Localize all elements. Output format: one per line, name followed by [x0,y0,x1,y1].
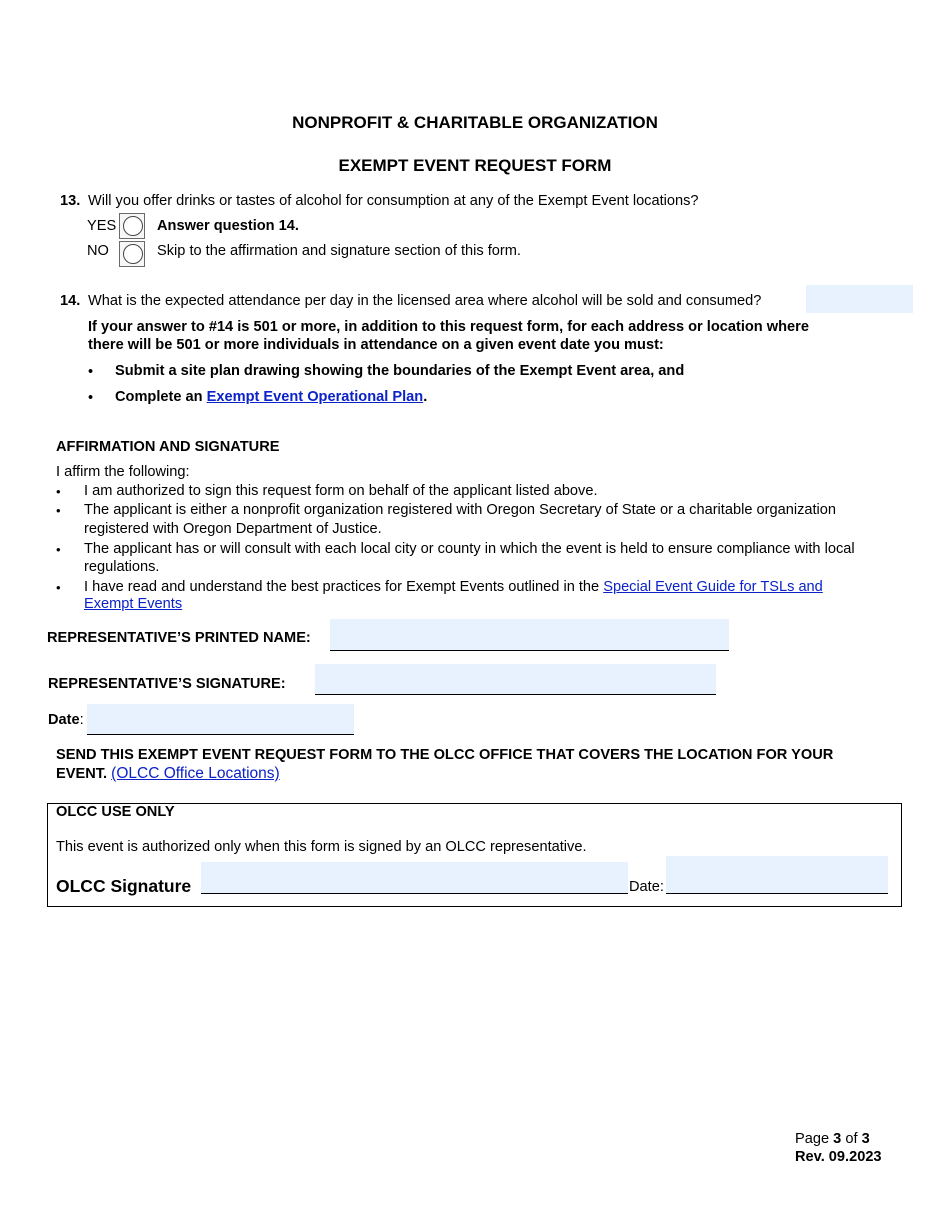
signature-label: REPRESENTATIVE’S SIGNATURE: [48,676,286,692]
date-label-text: Date [48,712,80,728]
special-event-guide-link-cont[interactable]: Exempt Events [84,596,183,612]
affirmation-item2-line1: The applicant is either a nonprofit organization registered with Oregon Secretary of State or a charitable organization [84,502,837,518]
attendance-input[interactable] [806,285,913,313]
q14-note-line2: there will be 501 or more individuals in attendance on a given event date you must: [88,337,664,353]
affirmation-item3-line2: regulations. [84,559,160,575]
affirmation-item3-line1: The applicant has or will consult with each local city or county in which the event is held to ensure compliance with local [84,541,855,557]
page-indicator [795,1131,870,1149]
page-word: Page [795,1131,830,1147]
printed-name-label: REPRESENTATIVE’S PRINTED NAME: [47,630,311,646]
bullet-icon: • [88,390,94,406]
q14-bullet2-suffix: . [423,389,428,405]
affirmation-item4-text: I have read and understand the best practices for Exempt Events outlined in the [84,579,600,595]
date-input[interactable] [87,704,354,735]
q14-number: 14. [60,293,81,309]
olcc-signature-label: OLCC Signature [56,876,192,896]
bullet-icon: • [88,364,94,380]
page-total: 3 [861,1131,870,1147]
affirmation-item4 [84,579,823,597]
page-number: 3 [833,1131,842,1147]
q14-bullet2 [115,389,427,407]
of-word: of [845,1131,858,1147]
olcc-use-heading: OLCC USE ONLY [56,804,175,820]
office-locations-link[interactable]: (OLCC Office Locations) [111,765,280,782]
bullet-icon: • [56,542,61,557]
bullet-icon: • [56,484,61,499]
olcc-date-label: Date: [629,879,664,895]
send-line1: SEND THIS EXEMPT EVENT REQUEST FORM TO THE OLCC OFFICE THAT COVERS THE LOCATION FOR YOUR [56,747,834,763]
q13-yes-instruction: Answer question 14. [157,218,299,234]
q13-no-instruction: Skip to the affirmation and signature section of this form. [157,243,521,259]
q13-number: 13. [60,193,81,209]
form-title-line1: NONPROFIT & CHARITABLE ORGANIZATION [292,113,658,132]
operational-plan-link[interactable]: Exempt Event Operational Plan [206,389,424,405]
signature-input[interactable] [315,664,716,695]
q13-no-label: NO [87,243,109,259]
olcc-use-text: This event is authorized only when this form is signed by an OLCC representative. [56,839,587,855]
q13-yes-label: YES [87,218,117,234]
radio-circle-icon [123,216,143,236]
olcc-signature-input[interactable] [201,862,628,894]
affirmation-heading: AFFIRMATION AND SIGNATURE [56,439,280,455]
q14-note-line1: If your answer to #14 is 501 or more, in addition to this request form, for each address or location where [88,319,809,335]
q14-bullet1: Submit a site plan drawing showing the boundaries of the Exempt Event area, and [115,363,685,379]
olcc-date-input[interactable] [666,856,888,894]
affirmation-item1: I am authorized to sign this request form on behalf of the applicant listed above. [84,483,598,499]
q14-bullet2-prefix: Complete an [115,389,203,405]
affirmation-item2-line2: registered with Oregon Department of Justice. [84,521,382,537]
q13-no-radio[interactable] [119,241,145,267]
affirmation-intro: I affirm the following: [56,464,190,480]
revision-label: Rev. 09.2023 [795,1149,882,1165]
form-title-line2: EXEMPT EVENT REQUEST FORM [338,156,612,175]
date-label [48,712,84,730]
bullet-icon: • [56,580,61,595]
send-line2: EVENT. [56,766,108,782]
q13-yes-radio[interactable] [119,213,145,239]
radio-circle-icon [123,244,143,264]
q13-question: Will you offer drinks or tastes of alcohol for consumption at any of the Exempt Event locations? [88,193,699,209]
special-event-guide-link[interactable]: Special Event Guide for TSLs and [603,579,823,595]
printed-name-input[interactable] [330,619,729,651]
bullet-icon: • [56,503,61,518]
q14-question: What is the expected attendance per day in the licensed area where alcohol will be sold and consumed? [88,293,762,309]
date-label-colon: : [79,712,84,728]
